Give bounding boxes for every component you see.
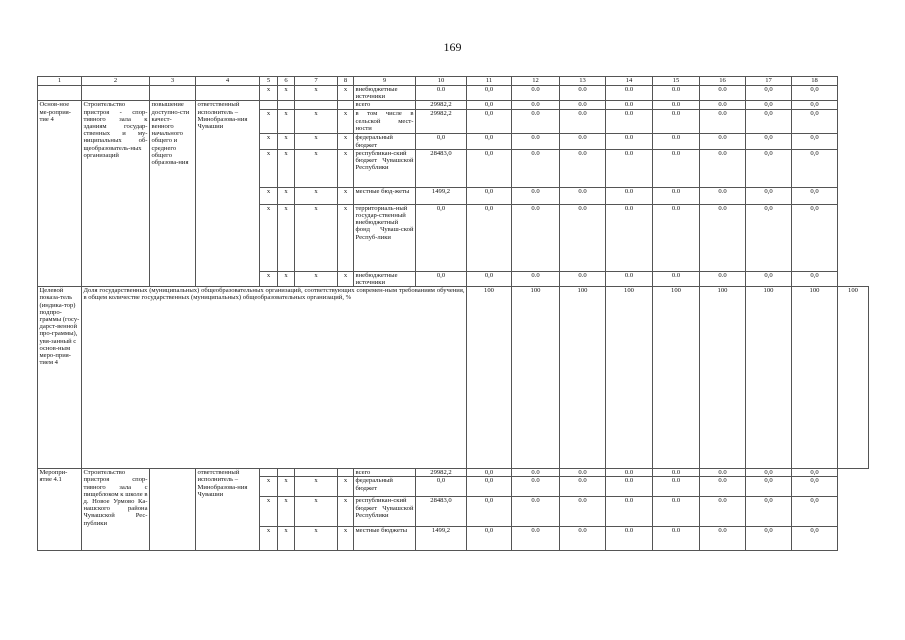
table-row bbox=[38, 469, 869, 477]
value-cell: 0.0 bbox=[560, 86, 606, 101]
value-cell: 0,0 bbox=[792, 527, 838, 551]
column-number-2: 2 bbox=[82, 77, 150, 86]
funding-source: в том числе в сельской мест-ности bbox=[354, 110, 416, 134]
value-cell: 0,0 bbox=[792, 101, 838, 110]
indicator-value: 100 bbox=[606, 287, 653, 469]
mark-cell: x bbox=[278, 110, 295, 134]
value-cell: 0.0 bbox=[606, 187, 653, 204]
value-cell: 0.0 bbox=[512, 204, 560, 271]
value-cell: 0.0 bbox=[606, 497, 653, 527]
value-cell: 1499,2 bbox=[416, 187, 467, 204]
value-cell: 0.0 bbox=[700, 204, 746, 271]
value-cell: 0,0 bbox=[416, 271, 467, 286]
column-number-6: 6 bbox=[278, 77, 295, 86]
value-cell: 0,0 bbox=[792, 134, 838, 149]
mark-cell: x bbox=[295, 497, 338, 527]
empty-cell bbox=[38, 86, 82, 101]
value-cell: 0.0 bbox=[416, 86, 467, 101]
value-cell: 29982,2 bbox=[416, 469, 467, 477]
value-cell: 0,0 bbox=[746, 149, 792, 187]
value-cell: 0,0 bbox=[746, 497, 792, 527]
funding-source: федеральный бюджет bbox=[354, 477, 416, 497]
mark-cell: x bbox=[278, 497, 295, 527]
mark-cell: x bbox=[260, 497, 278, 527]
value-cell: 0,0 bbox=[467, 149, 512, 187]
value-cell: 0.0 bbox=[512, 469, 560, 477]
indicator-row bbox=[38, 287, 869, 469]
mark-cell: x bbox=[338, 86, 354, 101]
value-cell: 0.0 bbox=[606, 110, 653, 134]
column-number-16: 16 bbox=[700, 77, 746, 86]
value-cell: 0.0 bbox=[606, 477, 653, 497]
table-row bbox=[38, 86, 869, 101]
value-cell: 0.0 bbox=[560, 187, 606, 204]
value-cell: 0.0 bbox=[606, 134, 653, 149]
indicator-value: 100 bbox=[653, 287, 700, 469]
value-cell: 0.0 bbox=[606, 469, 653, 477]
value-cell: 0,0 bbox=[467, 134, 512, 149]
measure-description: Строительство пристроя спор-тивного зала с пищеблоком к школе в д. Новое Урмово Ка-нашского района Чувашской Рес-публики bbox=[82, 469, 150, 551]
value-cell: 0.0 bbox=[512, 110, 560, 134]
mark-cell: x bbox=[338, 149, 354, 187]
value-cell: 29982,2 bbox=[416, 110, 467, 134]
value-cell: 0.0 bbox=[700, 469, 746, 477]
indicator-value: 100 bbox=[746, 287, 792, 469]
column-number-7: 7 bbox=[295, 77, 338, 86]
value-cell: 0,0 bbox=[416, 477, 467, 497]
mark-cell: x bbox=[260, 187, 278, 204]
budget-table bbox=[37, 76, 869, 551]
value-cell: 0.0 bbox=[653, 271, 700, 286]
value-cell: 0,0 bbox=[746, 187, 792, 204]
mark-cell bbox=[260, 469, 278, 477]
value-cell: 0,0 bbox=[792, 149, 838, 187]
mark-cell: x bbox=[260, 527, 278, 551]
column-number-10: 10 bbox=[416, 77, 467, 86]
value-cell: 0.0 bbox=[560, 110, 606, 134]
column-number-8: 8 bbox=[338, 77, 354, 86]
value-cell: 0.0 bbox=[700, 86, 746, 101]
value-cell: 0.0 bbox=[700, 187, 746, 204]
value-cell: 0.0 bbox=[700, 477, 746, 497]
value-cell: 0.0 bbox=[606, 204, 653, 271]
mark-cell: x bbox=[295, 271, 338, 286]
mark-cell: x bbox=[295, 110, 338, 134]
mark-cell bbox=[295, 101, 338, 110]
value-cell: 0,0 bbox=[792, 110, 838, 134]
empty-cell bbox=[150, 86, 196, 101]
mark-cell: x bbox=[260, 86, 278, 101]
value-cell: 0,0 bbox=[792, 469, 838, 477]
mark-cell: x bbox=[338, 497, 354, 527]
column-number-5: 5 bbox=[260, 77, 278, 86]
value-cell: 0.0 bbox=[512, 101, 560, 110]
value-cell: 0.0 bbox=[606, 101, 653, 110]
value-cell: 0,0 bbox=[792, 86, 838, 101]
column-number-12: 12 bbox=[512, 77, 560, 86]
column-number-1: 1 bbox=[38, 77, 82, 86]
funding-source: внебюджетные источники bbox=[354, 271, 416, 286]
mark-cell: x bbox=[295, 187, 338, 204]
funding-source: местные бюд-жеты bbox=[354, 187, 416, 204]
value-cell: 0.0 bbox=[606, 527, 653, 551]
value-cell: 0,0 bbox=[746, 204, 792, 271]
mark-cell: x bbox=[295, 204, 338, 271]
mark-cell bbox=[295, 469, 338, 477]
value-cell: 0.0 bbox=[653, 497, 700, 527]
mark-cell: x bbox=[295, 527, 338, 551]
mark-cell bbox=[278, 469, 295, 477]
indicator-value: 100 bbox=[512, 287, 560, 469]
value-cell: 0.0 bbox=[653, 469, 700, 477]
page-number: 169 bbox=[443, 40, 462, 54]
value-cell: 0.0 bbox=[512, 187, 560, 204]
value-cell: 0,0 bbox=[746, 477, 792, 497]
value-cell: 0,0 bbox=[792, 204, 838, 271]
value-cell: 0.0 bbox=[512, 527, 560, 551]
mark-cell: x bbox=[260, 271, 278, 286]
mark-cell: x bbox=[260, 477, 278, 497]
value-cell: 0.0 bbox=[560, 497, 606, 527]
value-cell: 0,0 bbox=[746, 110, 792, 134]
indicator-value: 100 bbox=[838, 287, 869, 469]
mark-cell: x bbox=[338, 271, 354, 286]
value-cell: 0,0 bbox=[746, 86, 792, 101]
value-cell: 0.0 bbox=[700, 271, 746, 286]
value-cell: 0.0 bbox=[512, 134, 560, 149]
indicator-value: 100 bbox=[792, 287, 838, 469]
value-cell: 0,0 bbox=[467, 86, 512, 101]
value-cell: 0,0 bbox=[746, 469, 792, 477]
value-cell: 0,0 bbox=[792, 187, 838, 204]
mark-cell: x bbox=[278, 187, 295, 204]
funding-source: федеральный бюджет bbox=[354, 134, 416, 149]
value-cell: 0.0 bbox=[653, 101, 700, 110]
funding-source: местные бюджеты bbox=[354, 527, 416, 551]
mark-cell: x bbox=[338, 134, 354, 149]
column-number-row bbox=[38, 77, 869, 86]
value-cell: 28483,0 bbox=[416, 149, 467, 187]
column-number-9: 9 bbox=[354, 77, 416, 86]
value-cell: 0,0 bbox=[467, 469, 512, 477]
value-cell: 0,0 bbox=[746, 527, 792, 551]
value-cell: 0.0 bbox=[700, 134, 746, 149]
indicator-value: 100 bbox=[700, 287, 746, 469]
value-cell: 0,0 bbox=[467, 187, 512, 204]
value-cell: 0,0 bbox=[792, 271, 838, 286]
value-cell: 0,0 bbox=[467, 527, 512, 551]
value-cell: 0.0 bbox=[700, 110, 746, 134]
value-cell: 0,0 bbox=[746, 134, 792, 149]
column-number-11: 11 bbox=[467, 77, 512, 86]
value-cell: 0.0 bbox=[653, 477, 700, 497]
value-cell: 0.0 bbox=[560, 271, 606, 286]
mark-cell: x bbox=[338, 110, 354, 134]
value-cell: 0.0 bbox=[512, 149, 560, 187]
measure-goal: повышение доступно-сти качест-венного начального общего и среднего общего образова-ния bbox=[150, 101, 196, 287]
value-cell: 0.0 bbox=[653, 187, 700, 204]
indicator-description: Доля государственных (муниципальных) общеобразовательных организаций, соответствующих современ-ным требованиям обучения, в общем количестве государственных (муниципальных) общеобразовательных организаций, % bbox=[82, 287, 467, 469]
measure-name: Основ-ное ме-роприя-тие 4 bbox=[38, 101, 82, 287]
mark-cell: x bbox=[338, 187, 354, 204]
mark-cell: x bbox=[338, 527, 354, 551]
mark-cell: x bbox=[338, 477, 354, 497]
value-cell: 0,0 bbox=[416, 134, 467, 149]
value-cell: 0.0 bbox=[606, 86, 653, 101]
funding-source: территориаль-ный государ-ственный внебюджетный фонд Чуваш-ской Респуб-лики bbox=[354, 204, 416, 271]
value-cell: 0.0 bbox=[700, 497, 746, 527]
measure-goal bbox=[150, 469, 196, 551]
value-cell: 0,0 bbox=[467, 271, 512, 286]
value-cell: 0.0 bbox=[653, 110, 700, 134]
column-number-15: 15 bbox=[653, 77, 700, 86]
mark-cell: x bbox=[260, 134, 278, 149]
value-cell: 0.0 bbox=[560, 101, 606, 110]
value-cell: 0.0 bbox=[512, 271, 560, 286]
column-number-14: 14 bbox=[606, 77, 653, 86]
value-cell: 29982,2 bbox=[416, 101, 467, 110]
mark-cell: x bbox=[278, 204, 295, 271]
mark-cell bbox=[260, 101, 278, 110]
funding-source: всего bbox=[354, 469, 416, 477]
value-cell: 0,0 bbox=[467, 477, 512, 497]
value-cell: 0.0 bbox=[653, 204, 700, 271]
mark-cell: x bbox=[295, 134, 338, 149]
value-cell: 0.0 bbox=[560, 527, 606, 551]
responsible-executor: ответственный исполнитель – Минобразова-ния Чувашии bbox=[196, 469, 260, 551]
funding-source: республикан-ский бюджет Чувашской Республики bbox=[354, 497, 416, 527]
table-row bbox=[38, 101, 869, 110]
value-cell: 0.0 bbox=[653, 527, 700, 551]
funding-source: всего bbox=[354, 101, 416, 110]
value-cell: 0.0 bbox=[700, 101, 746, 110]
mark-cell: x bbox=[260, 149, 278, 187]
value-cell: 28483,0 bbox=[416, 497, 467, 527]
responsible-executor: ответственный исполнитель – Минобразова-ния Чувашии bbox=[196, 101, 260, 287]
value-cell: 1499,2 bbox=[416, 527, 467, 551]
funding-source: внебюджетные источники bbox=[354, 86, 416, 101]
value-cell: 0.0 bbox=[560, 149, 606, 187]
column-number-18: 18 bbox=[792, 77, 838, 86]
value-cell: 0.0 bbox=[560, 477, 606, 497]
indicator-name: Целевой показа-тель (индика-тор) подпро-граммы (госу-дарст-венной про-граммы), увя-занный с основ-ным меро-прия-тием 4 bbox=[38, 287, 82, 469]
mark-cell bbox=[338, 101, 354, 110]
mark-cell: x bbox=[260, 110, 278, 134]
value-cell: 0.0 bbox=[512, 477, 560, 497]
column-number-17: 17 bbox=[746, 77, 792, 86]
value-cell: 0.0 bbox=[700, 149, 746, 187]
value-cell: 0,0 bbox=[746, 271, 792, 286]
value-cell: 0,0 bbox=[467, 497, 512, 527]
mark-cell: x bbox=[338, 204, 354, 271]
mark-cell bbox=[338, 469, 354, 477]
column-number-4: 4 bbox=[196, 77, 260, 86]
mark-cell: x bbox=[295, 86, 338, 101]
value-cell: 0,0 bbox=[792, 497, 838, 527]
value-cell: 0.0 bbox=[560, 134, 606, 149]
value-cell: 0,0 bbox=[416, 204, 467, 271]
value-cell: 0.0 bbox=[700, 527, 746, 551]
indicator-value: 100 bbox=[467, 287, 512, 469]
indicator-value: 100 bbox=[560, 287, 606, 469]
value-cell: 0,0 bbox=[467, 101, 512, 110]
value-cell: 0.0 bbox=[606, 149, 653, 187]
mark-cell: x bbox=[278, 86, 295, 101]
measure-name: Меропри-ятие 4.1 bbox=[38, 469, 82, 551]
mark-cell: x bbox=[295, 477, 338, 497]
value-cell: 0.0 bbox=[653, 134, 700, 149]
funding-source: республикан-ский бюджет Чувашской Республики bbox=[354, 149, 416, 187]
empty-cell bbox=[82, 86, 150, 101]
mark-cell: x bbox=[295, 149, 338, 187]
value-cell: 0,0 bbox=[467, 204, 512, 271]
value-cell: 0.0 bbox=[653, 149, 700, 187]
value-cell: 0.0 bbox=[606, 271, 653, 286]
value-cell: 0.0 bbox=[560, 469, 606, 477]
value-cell: 0.0 bbox=[512, 497, 560, 527]
mark-cell bbox=[278, 101, 295, 110]
measure-description: Строительство пристроя - спор-тивного зала к зданиям государ-ственных и му-ниципальных об-щеобразователь-ных организаций bbox=[82, 101, 150, 287]
mark-cell: x bbox=[260, 204, 278, 271]
empty-cell bbox=[196, 86, 260, 101]
value-cell: 0.0 bbox=[653, 86, 700, 101]
mark-cell: x bbox=[278, 271, 295, 286]
column-number-13: 13 bbox=[560, 77, 606, 86]
column-number-3: 3 bbox=[150, 77, 196, 86]
mark-cell: x bbox=[278, 477, 295, 497]
mark-cell: x bbox=[278, 527, 295, 551]
value-cell: 0,0 bbox=[467, 110, 512, 134]
value-cell: 0,0 bbox=[746, 101, 792, 110]
mark-cell: x bbox=[278, 134, 295, 149]
mark-cell: x bbox=[278, 149, 295, 187]
value-cell: 0,0 bbox=[792, 477, 838, 497]
value-cell: 0.0 bbox=[512, 86, 560, 101]
value-cell: 0.0 bbox=[560, 204, 606, 271]
